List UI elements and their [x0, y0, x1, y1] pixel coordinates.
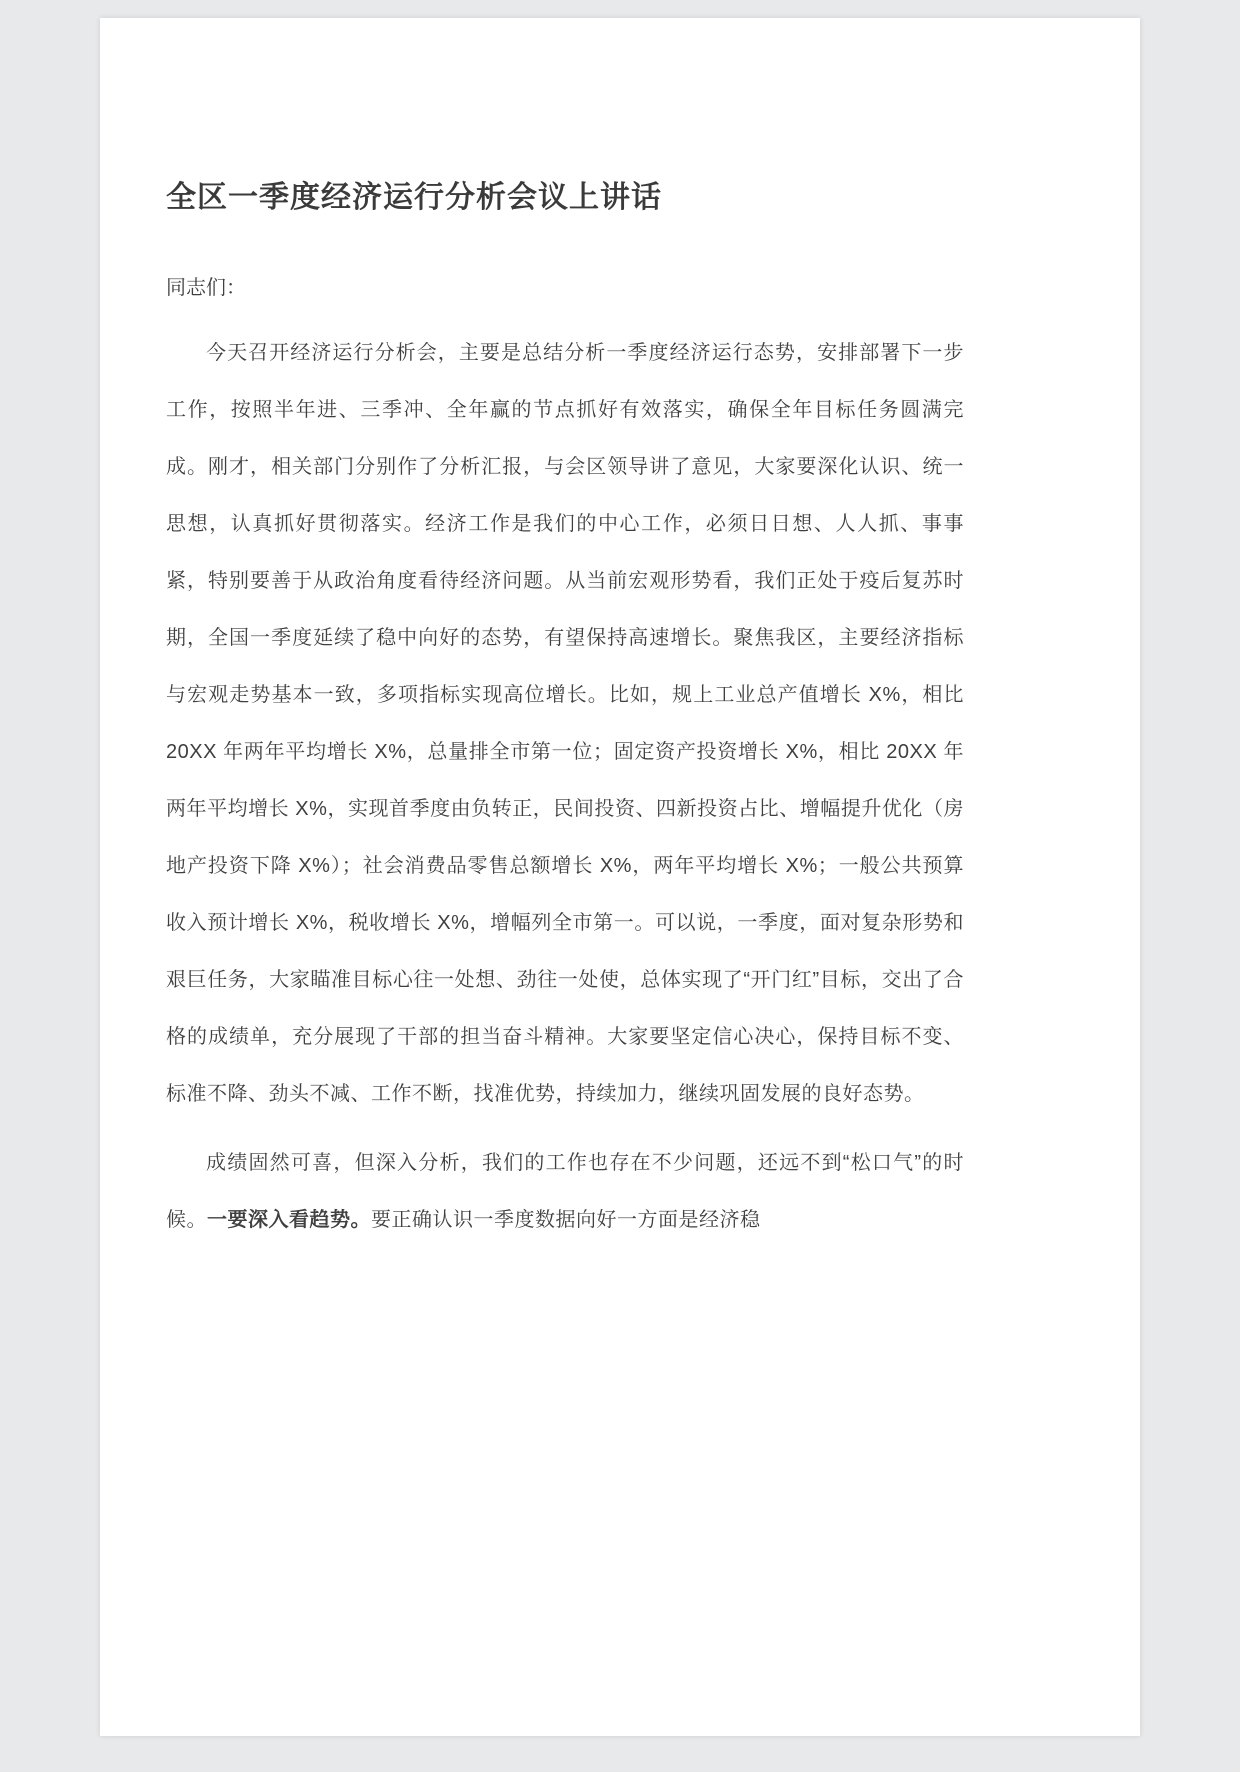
text-segment: 成绩固然可喜，但深入分析，我们的工作也存在不少问题，还远不到“松口气”的时候。 — [166, 1152, 964, 1231]
paragraph — [166, 1135, 964, 1249]
document-body — [166, 325, 964, 1249]
paragraph — [166, 325, 964, 1123]
text-segment: 要正确认识一季度数据向好一方面是经济稳 — [371, 1209, 761, 1231]
document-page — [100, 18, 1140, 1736]
document-title: 全区一季度经济运行分析会议上讲话 — [166, 181, 662, 214]
document-viewer-background — [0, 18, 1240, 1772]
text-segment: 今天召开经济运行分析会，主要是总结分析一季度经济运行态势，安排部署下一步工作，按照半年进、三季冲、全年赢的节点抓好有效落实，确保全年目标任务圆满完成。刚才，相关部门分别作了分析汇报，与会区领导讲了意见，大家要深化认识、统一思想，认真抓好贯彻落实。经济工作是我们的中心工作，必须日日想、人人抓、事事紧，特别要善于从政治角度看待经济问题。从当前宏观形势看，我们正处于疫后复苏时期，全国一季度延续了稳中向好的态势，有望保持高速增长。聚焦我区，主要经济指标与宏观走势基本一致，多项指标实现高位增长。比如，规上工业总产值增长 X%，相比 20XX 年两年平均增长 X%，总量排全市第一位；固定资产投资增长 X%，相比 20XX 年两年平均增长 X%，实现首季度由负转正，民间投资、四新投资占比、增幅提升优化（房地产投资下降 X%）；社会消费品零售总额增长 X%，两年平均增长 X%；一般公共预算收入预计增长 X%，税收增长 X%，增幅列全市第一。可以说，一季度，面对复杂形势和艰巨任务，大家瞄准目标心往一处想、劲往一处使，总体实现了“开门红”目标，交出了合格的成绩单，充分展现了干部的担当奋斗精神。大家要坚定信心决心，保持目标不变、标准不降、劲头不减、工作不断，找准优势，持续加力，继续巩固发展的良好态势。 — [166, 342, 964, 1105]
bold-text-segment: 一要深入看趋势。 — [207, 1209, 371, 1231]
salutation-line: 同志们： — [166, 277, 246, 299]
